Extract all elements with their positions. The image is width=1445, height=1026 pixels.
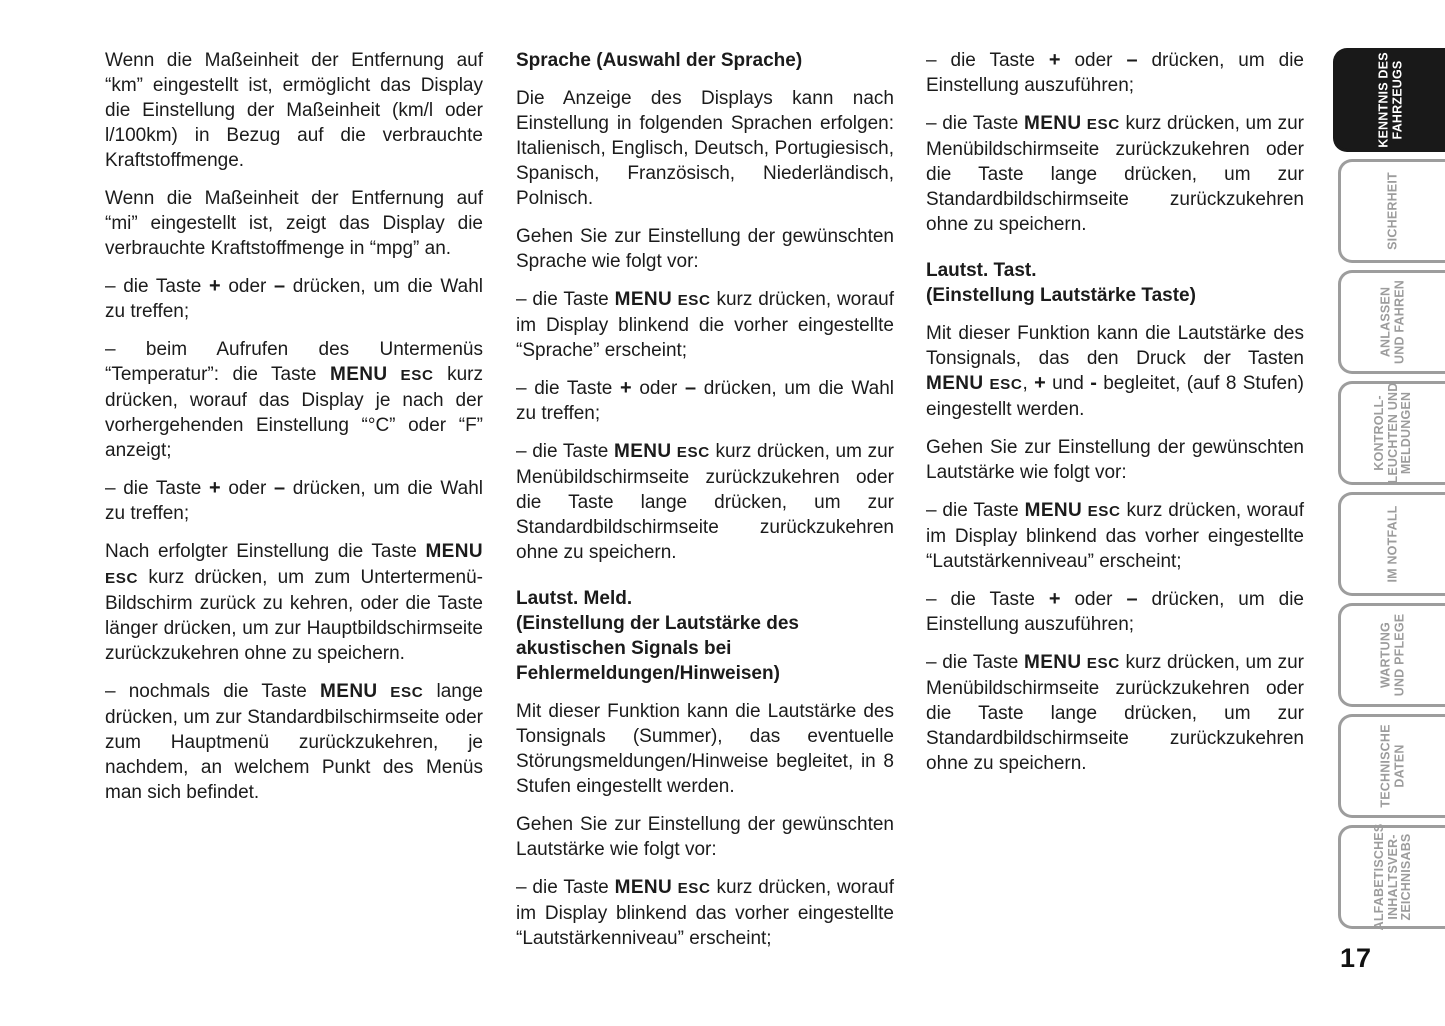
paragraph	[516, 376, 894, 426]
paragraph	[516, 224, 894, 274]
menu-text: MENU	[1024, 652, 1082, 673]
text-run: Wenn die Maßeinheit der Entfernung auf “mi” eingestellt ist, zeigt das Display die verbrauchte Kraftstoffmenge in “mpg” an.	[105, 188, 483, 259]
menu-text: MENU	[614, 877, 673, 898]
menu-text: MENU	[926, 373, 984, 394]
text-run: drücken, um die Wahl zu treffen;	[105, 276, 484, 322]
paragraph	[516, 439, 894, 565]
paragraph	[926, 321, 1304, 422]
paragraph	[105, 337, 483, 463]
text-run: Mit dieser Funktion kann die Lautstärke des Tonsignals, das den Druck der Tasten	[926, 323, 1304, 369]
tab-label	[1386, 506, 1400, 583]
text-run: – die Taste	[516, 441, 614, 462]
text-run: – beim Aufrufen des Untermenüs “Temperatur”: die Taste	[105, 339, 483, 385]
tab-label-line: KONTROLL-	[1371, 395, 1386, 471]
text-run: oder	[220, 478, 275, 499]
text-run: – die Taste	[926, 500, 1025, 521]
sym-text: –	[274, 275, 286, 297]
paragraph	[105, 476, 483, 526]
text-run: kurz drücken, worauf im Display blinkend das vorher eingestellte “Lautstärkenniveau” erscheint;	[516, 877, 894, 949]
esc-text: ESC	[671, 444, 710, 461]
tab-label-line: TECHNISCHE	[1378, 724, 1393, 808]
tab-label-line: MELDUNGEN	[1398, 391, 1413, 475]
text-run: oder	[1060, 50, 1127, 71]
text-run: kurz drücken, um zur Menübildschirmseite zurückzukehren oder die Taste lange drücken, um zur Standardbildschirmseite zurückzukehren ohne zu speichern.	[926, 652, 1304, 774]
sym-text: +	[209, 477, 221, 499]
menu-text: MENU	[320, 681, 378, 702]
text-run: oder	[1060, 589, 1127, 610]
text-run: oder	[631, 378, 686, 399]
sym-text: +	[1034, 372, 1046, 394]
text-run: – die Taste	[105, 478, 209, 499]
tab-label-line: UND FAHREN	[1392, 280, 1406, 364]
menu-text: MENU	[329, 364, 388, 385]
text-run: – die Taste	[516, 877, 615, 898]
paragraph	[926, 587, 1304, 637]
sym-text: -	[1090, 372, 1097, 394]
text-run: – die Taste	[926, 113, 1024, 134]
text-run: – die Taste	[926, 652, 1024, 673]
tab-alfabetisches-inhaltsver-zeichnisabs	[1338, 825, 1445, 929]
paragraph	[105, 48, 483, 173]
paragraph	[926, 498, 1304, 574]
menu-text: MENU	[614, 289, 673, 310]
menu-text: MENU	[425, 541, 483, 562]
tab-label-line: ALFABETISCHES	[1371, 823, 1386, 931]
sym-text: –	[274, 477, 286, 499]
tab-kontroll-leuchten-und-meldungen	[1338, 381, 1445, 485]
paragraph	[926, 48, 1304, 98]
menu-text: MENU	[614, 441, 672, 462]
heading-line: (Einstellung Lautstärke Taste)	[926, 285, 1196, 306]
tab-label	[1373, 824, 1414, 931]
esc-text: ESC	[983, 376, 1023, 393]
paragraph	[516, 875, 894, 951]
esc-text: ESC	[1082, 503, 1121, 520]
esc-text: ESC	[387, 367, 434, 384]
sym-text: –	[1126, 49, 1138, 71]
menu-text: MENU	[1024, 113, 1082, 134]
tab-label	[1380, 280, 1407, 364]
paragraph	[926, 650, 1304, 776]
menu-text: MENU	[1024, 500, 1083, 521]
tab-label-line: LEUCHTEN UND	[1385, 382, 1400, 484]
heading-line: Lautst. Meld.	[516, 588, 633, 609]
tab-technische-daten	[1338, 714, 1445, 818]
sym-text: +	[209, 275, 221, 297]
section-tabs	[1333, 48, 1445, 978]
esc-text: ESC	[1081, 116, 1120, 133]
tab-label	[1386, 172, 1400, 250]
sym-text: –	[1126, 588, 1138, 610]
text-run: Gehen Sie zur Einstellung der gewünschten Lautstärke wie folgt vor:	[926, 437, 1304, 483]
tab-label	[1373, 382, 1414, 483]
tab-label	[1380, 614, 1407, 697]
text-run: oder	[220, 276, 275, 297]
text-run: – die Taste	[105, 276, 209, 297]
tab-wartung-und-pflege	[1338, 603, 1445, 707]
text-run: Gehen Sie zur Einstellung der gewünschten Sprache wie folgt vor:	[516, 226, 894, 272]
text-run: drücken, um die Wahl zu treffen;	[105, 478, 484, 524]
tab-label-line: SICHERHEIT	[1385, 172, 1400, 250]
column-2	[516, 48, 894, 964]
text-run: kurz drücken, worauf im Display blinkend das vorher eingestellte “Lautstärkenniveau” erscheint;	[926, 500, 1304, 572]
column-3	[926, 48, 1304, 789]
paragraph	[926, 435, 1304, 485]
paragraph	[926, 111, 1304, 237]
tab-kenntnis-des-fahrzeugs	[1333, 48, 1445, 152]
tab-label	[1377, 52, 1404, 147]
esc-text: ESC	[105, 570, 139, 587]
tab-anlassen-und-fahren	[1338, 270, 1445, 374]
text-run: Mit dieser Funktion kann die Lautstärke des Tonsignals (Summer), das eventuelle Störungsmeldungen/Hinweise begleitet, in 8 Stufen eingestellt werden.	[516, 701, 894, 797]
text-run: – die Taste	[516, 289, 615, 310]
tab-label-line: INHALTSVER-	[1385, 834, 1400, 920]
esc-text: ESC	[672, 880, 711, 897]
text-run: ,	[1022, 373, 1035, 394]
tab-label-line: FAHRZEUGS	[1389, 60, 1404, 140]
text-run: kurz drücken, worauf im Display blinkend die vorher eingestellte “Sprache” erscheint;	[516, 289, 894, 361]
text-run: – die Taste	[926, 50, 1049, 71]
paragraph	[516, 287, 894, 363]
tab-label-line: WARTUNG	[1378, 622, 1393, 688]
section-heading	[926, 258, 1304, 308]
paragraph	[105, 539, 483, 666]
heading-line: Lautst. Tast.	[926, 260, 1037, 281]
paragraph	[105, 186, 483, 261]
text-run: kurz drücken, worauf das Display je nach der vorhergehenden Einstellung “°C” oder “F” anzeigt;	[105, 364, 483, 461]
esc-text: ESC	[1081, 655, 1120, 672]
section-heading	[516, 48, 894, 73]
sym-text: –	[685, 377, 697, 399]
esc-text: ESC	[377, 684, 424, 701]
sym-text: +	[1048, 49, 1061, 71]
paragraph	[105, 679, 483, 805]
tab-im-notfall	[1338, 492, 1445, 596]
text-run: drücken, um die Wahl zu treffen;	[516, 378, 895, 424]
text-run: Die Anzeige des Displays kann nach Einstellung in folgenden Sprachen erfolgen: Italienisch, Englisch, Deutsch, Portugiesisch, Spanisch, Französisch, Niederländisch, Polnisch.	[516, 88, 894, 209]
tab-label-line: IM NOTFALL	[1385, 505, 1400, 583]
tab-sicherheit	[1338, 159, 1445, 263]
page-number: 17	[1340, 943, 1373, 973]
text-run: – die Taste	[516, 378, 620, 399]
text-run: drücken, um die Einstellung auszuführen;	[926, 50, 1304, 96]
paragraph	[516, 812, 894, 862]
text-run: Nach erfolgter Einstellung die Taste	[105, 541, 426, 562]
paragraph	[516, 86, 894, 211]
sym-text: +	[1048, 588, 1061, 610]
tab-label	[1380, 724, 1407, 807]
text-run: Gehen Sie zur Einstellung der gewünschten Lautstärke wie folgt vor:	[516, 814, 894, 860]
heading-line: (Einstellung der Lautstärke des akustischen Signals bei Fehlermeldungen/Hinweisen)	[516, 613, 799, 684]
text-run: Wenn die Maßeinheit der Entfernung auf “km” eingestellt ist, ermöglicht das Display die Einstellung der Maßeinheit (km/l oder l/100km) in Bezug auf die verbrauchte Kraftstoffmenge.	[105, 50, 483, 171]
sym-text: +	[620, 377, 632, 399]
paragraph	[516, 699, 894, 799]
section-heading	[516, 586, 894, 686]
text-run: und	[1045, 373, 1091, 394]
text-run: begleitet, (auf 8 Stufen) eingestellt werden.	[926, 373, 1305, 420]
tab-label-line: ZEICHNISABS	[1398, 833, 1413, 921]
paragraph	[105, 274, 483, 324]
column-1	[105, 48, 483, 818]
tab-label-line: ANLASSEN	[1378, 286, 1393, 358]
text-run: kurz drücken, um zum Untertermenü-Bildschirm zurück zu kehren, oder die Taste länger drücken, um zur Hauptbildschirmseite zurückzukehren ohne zu speichern.	[105, 567, 483, 664]
tab-label-line: DATEN	[1392, 744, 1406, 788]
tab-label-line: UND PFLEGE	[1392, 613, 1406, 697]
text-run: lange drücken, um zur Standardbilschirmseite oder zum Hauptmenü zurückzukehren, je nachdem, an welchem Punkt des Menüs man sich befindet.	[105, 681, 483, 803]
esc-text: ESC	[672, 292, 711, 309]
tab-label-line: KENNTNIS DES	[1376, 52, 1390, 148]
text-run: – die Taste	[926, 589, 1049, 610]
text-run: kurz drücken, um zur Menübildschirmseite zurückzukehren oder die Taste lange drücken, um zur Standardbildschirmseite zurückzukehren ohne zu speichern.	[926, 113, 1304, 235]
text-run: – nochmals die Taste	[105, 681, 321, 702]
text-run: drücken, um die Einstellung auszuführen;	[926, 589, 1304, 635]
heading-line: Sprache (Auswahl der Sprache)	[516, 50, 803, 71]
text-run: kurz drücken, um zur Menübildschirmseite zurückzukehren oder die Taste lange drücken, um zur Standardbildschirmseite zurückzukehren ohne zu speichern.	[516, 441, 894, 563]
